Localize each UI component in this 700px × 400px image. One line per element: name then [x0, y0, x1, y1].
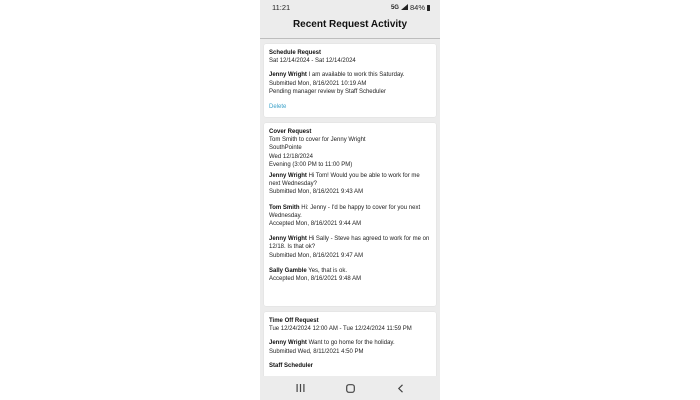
- navigation-bar: [260, 376, 440, 400]
- delete-link[interactable]: Delete: [269, 104, 287, 111]
- entry-author: Jenny Wright: [269, 173, 307, 180]
- entry-message: Want to go home for the holiday.: [308, 340, 395, 347]
- request-detail: SouthPointe: [269, 145, 302, 152]
- entry-message: I am available to work this Saturday.: [308, 72, 405, 79]
- entry-author: Jenny Wright: [269, 340, 307, 347]
- activity-entry: [269, 362, 432, 370]
- request-detail: Sat 12/14/2024 - Sat 12/14/2024: [269, 58, 356, 65]
- back-icon[interactable]: [390, 380, 410, 396]
- entry-message-line: [269, 204, 432, 220]
- entry-message-line: [269, 172, 432, 188]
- status-time: 11:21: [272, 3, 291, 12]
- entry-author: Sally Gamble: [269, 267, 307, 274]
- entry-status: Submitted Wed, 8/11/2021 4:50 PM: [269, 348, 364, 355]
- activity-entry: [269, 204, 432, 229]
- activity-entry: [269, 267, 432, 283]
- request-card-schedule: [264, 44, 436, 117]
- request-detail: Wed 12/18/2024: [269, 153, 313, 160]
- battery-percent: 84%: [409, 3, 425, 12]
- app-header: [260, 14, 440, 39]
- entry-status: Accepted Mon, 8/16/2021 9:48 AM: [269, 276, 362, 283]
- recent-apps-icon[interactable]: [290, 380, 310, 396]
- entry-status: Submitted Mon, 8/16/2021 10:19 AM: [269, 80, 367, 87]
- entry-status: Pending manager review by Staff Scheduler: [269, 88, 386, 95]
- entry-message-line: [269, 71, 432, 79]
- signal-icon: [401, 3, 408, 12]
- page-title: Recent Request Activity: [292, 19, 408, 30]
- request-type: Cover Request: [269, 129, 312, 135]
- activity-entry: [269, 172, 432, 197]
- entry-status: Accepted Mon, 8/16/2021 9:44 AM: [269, 221, 362, 228]
- activity-entry: [269, 339, 432, 355]
- battery-icon: [427, 5, 430, 11]
- activity-entry: [269, 71, 432, 96]
- entry-status: Submitted Mon, 8/16/2021 9:47 AM: [269, 252, 364, 259]
- activity-entry: [269, 235, 432, 260]
- status-indicators: [391, 3, 430, 12]
- request-detail: Tue 12/24/2024 12:00 AM - Tue 12/24/2024 11:59 PM: [269, 326, 412, 333]
- entry-message: Hi: Jenny - I'd be happy to cover for you next Wednesday.: [269, 204, 421, 219]
- request-type: Time Off Request: [269, 318, 319, 324]
- phone-screen: [260, 0, 440, 400]
- home-icon[interactable]: [340, 380, 360, 396]
- request-detail: Evening (3:00 PM to 11:00 PM): [269, 161, 353, 168]
- status-bar: [260, 0, 440, 14]
- entry-status: Submitted Mon, 8/16/2021 9:43 AM: [269, 189, 364, 196]
- entry-author: Jenny Wright: [269, 72, 307, 79]
- entry-message: Yes, that is ok.: [308, 267, 348, 274]
- entry-author: Jenny Wright: [269, 236, 307, 243]
- entry-message: Hi Tom! Would you be able to work for me next Wednesday?: [269, 173, 420, 188]
- entry-author: Staff Scheduler: [269, 362, 314, 369]
- entry-message: Hi Sally - Steve has agreed to work for me on 12/18. Is that ok?: [269, 236, 430, 251]
- entry-message-line: [269, 267, 432, 275]
- entry-message-line: [269, 339, 432, 347]
- network-label: 5G: [390, 4, 399, 11]
- request-card-cover: [264, 123, 436, 306]
- request-detail: Tom Smith to cover for Jenny Wright: [269, 137, 366, 144]
- request-list[interactable]: [260, 39, 440, 376]
- entry-message-line: [269, 235, 432, 251]
- request-card-time-off: [264, 312, 436, 376]
- request-type: Schedule Request: [269, 50, 322, 56]
- entry-author: Tom Smith: [269, 204, 300, 211]
